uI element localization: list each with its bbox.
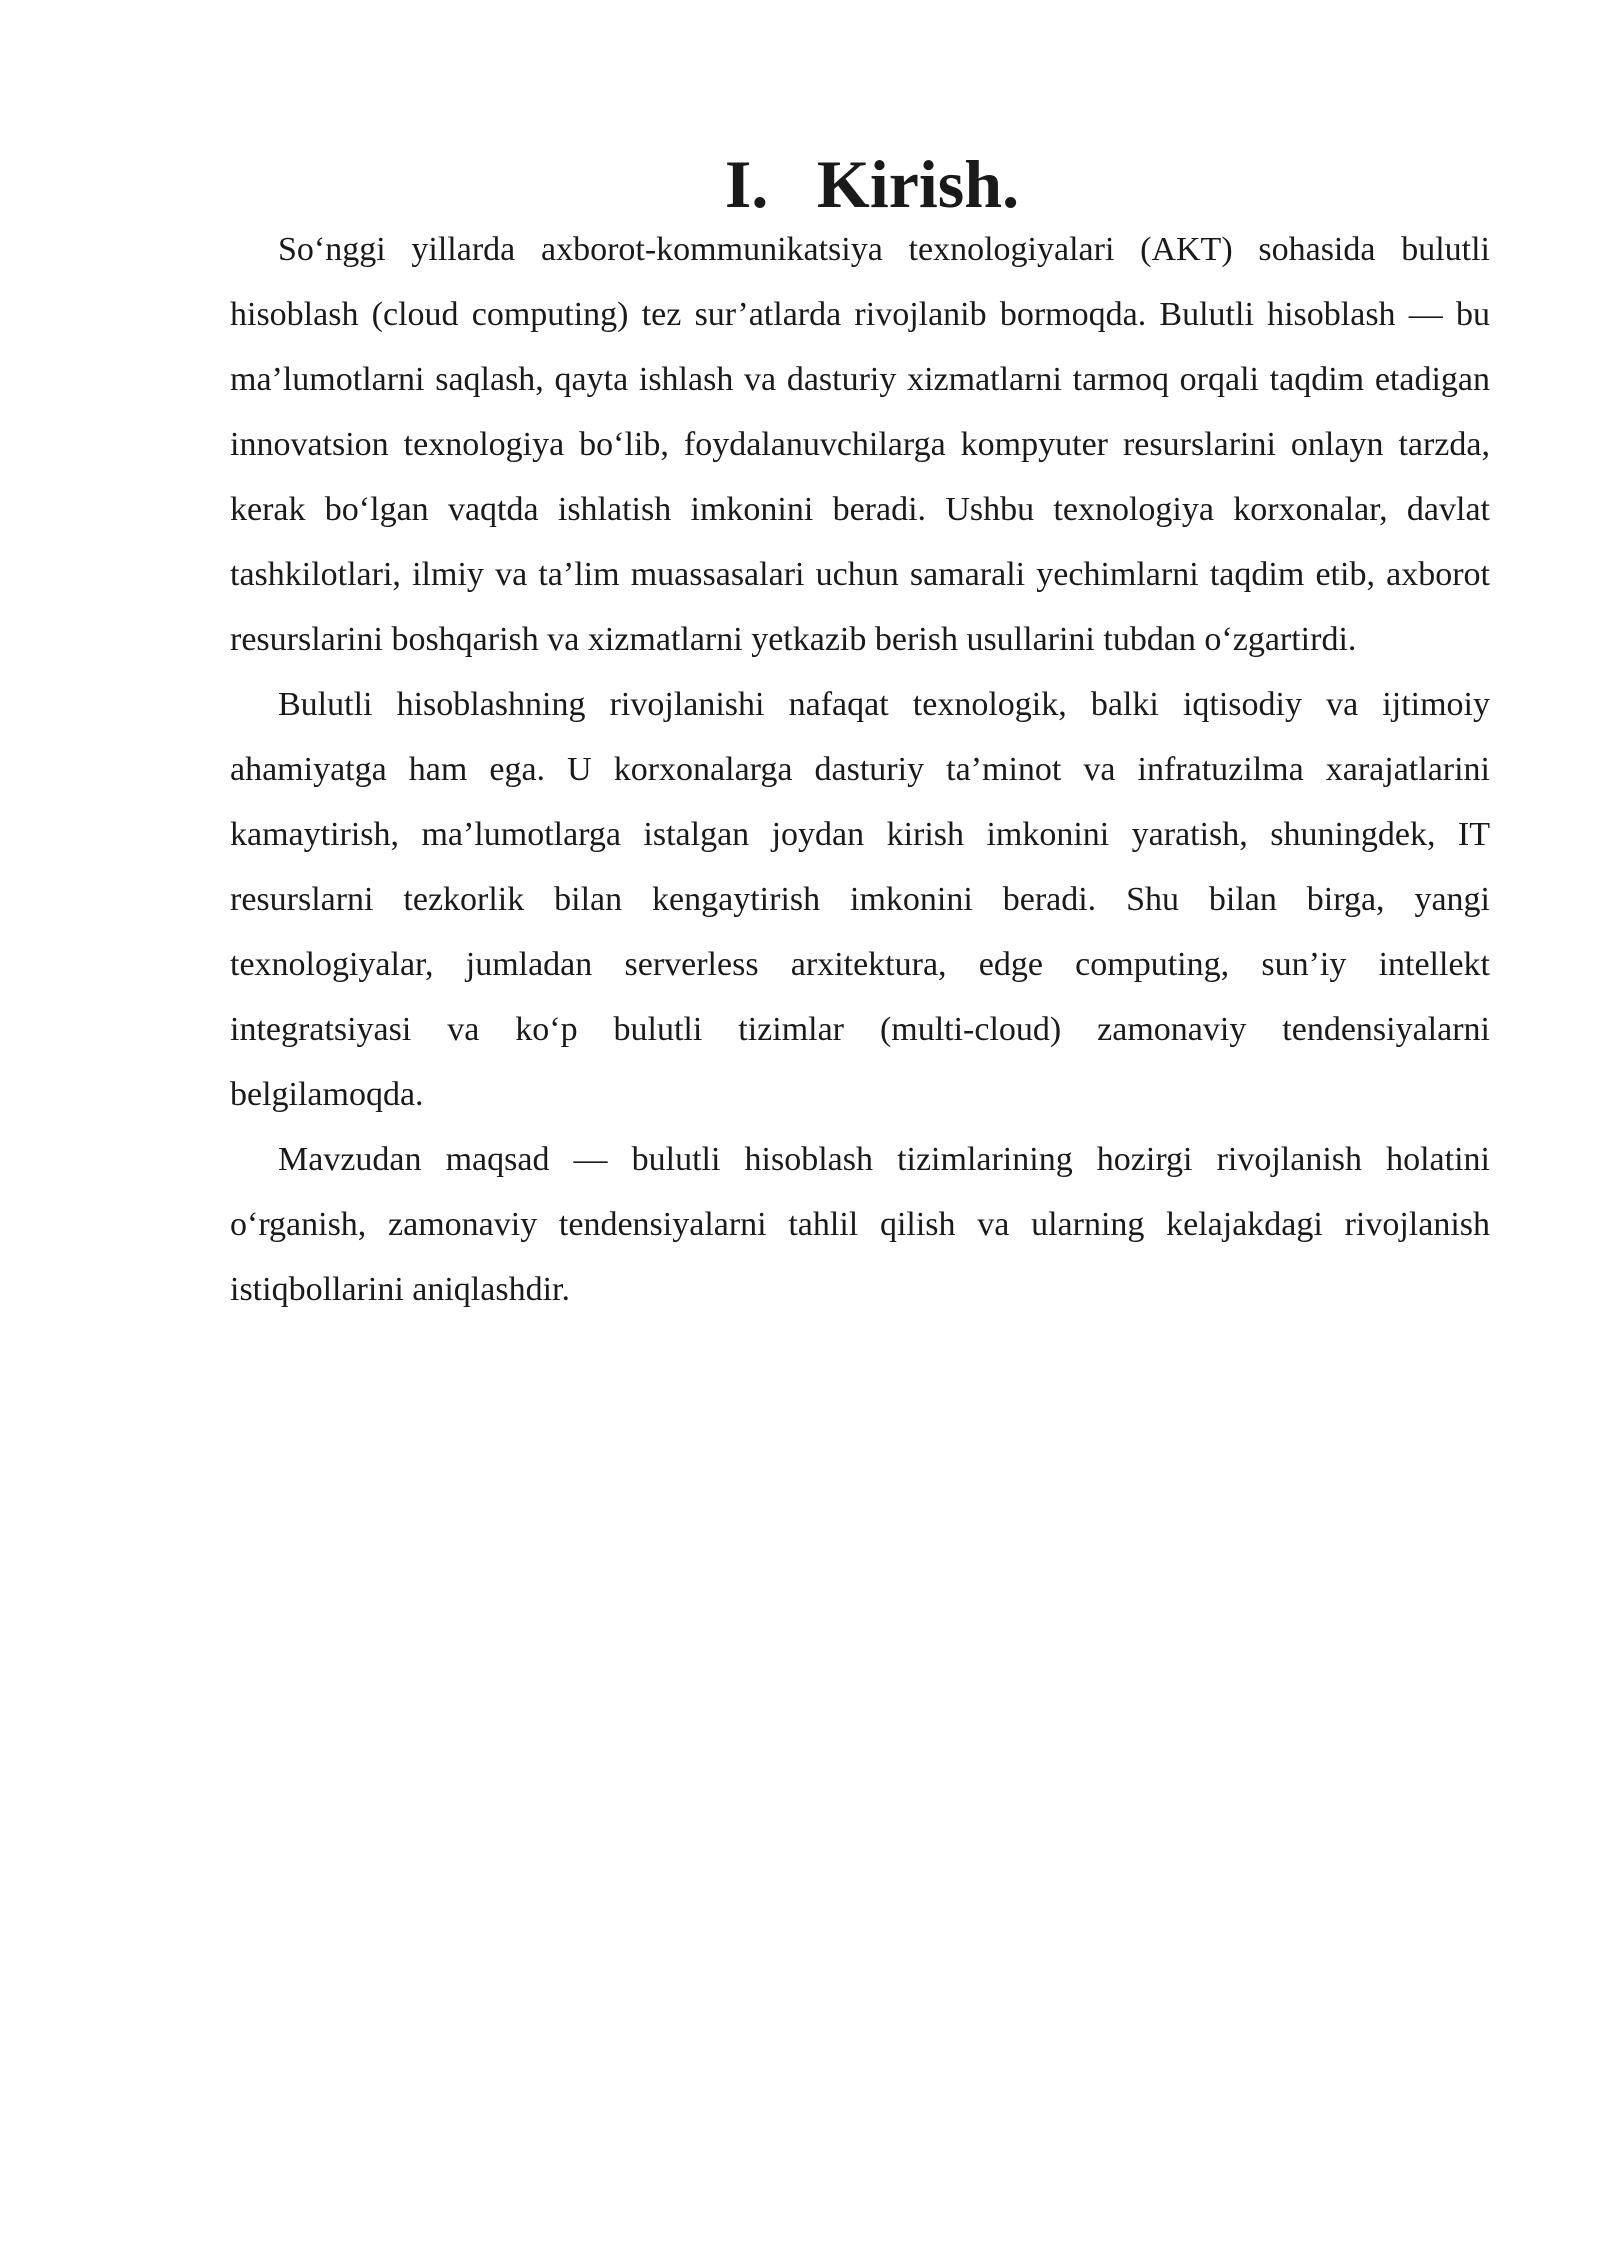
section-number: I.	[724, 146, 769, 222]
document-body	[230, 146, 1490, 1322]
paragraph-goal: Mavzudan maqsad — bulutli hisoblash tizimlarining hozirgi rivojlanish holatini o‘rganish, zamonaviy tendensiyalarni tahlil qilish va ularning kelajakdagi rivojlanish istiqbollarini aniqlashdir.	[230, 1141, 1490, 1308]
paragraph-significance: Bulutli hisoblashning rivojlanishi nafaqat texnologik, balki iqtisodiy va ijtimoiy ahamiyatga ham ega. U korxonalarga dasturiy ta’minot va infratuzilma xarajatlarini kamaytirish, ma’lumotlarga istalgan joydan kirish imkonini yaratish, shuningdek, IT resurslarni tezkorlik bilan kengaytirish imkonini beradi. Shu bilan birga, yangi texnologiyalar, jumladan serverless arxitektura, edge computing, sun’iy intellekt integratsiyasi va ko‘p bulutli tizimlar (multi-cloud) zamonaviy tendensiyalarni belgilamoqda.	[230, 686, 1490, 1113]
paragraph-intro: So‘nggi yillarda axborot-kommunikatsiya texnologiyalari (AKT) sohasida bulutli hisoblash (cloud computing) tez sur’atlarda rivojlanib bormoqda. Bulutli hisoblash — bu ma’lumotlarni saqlash, qayta ishlash va dasturiy xizmatlarni tarmoq orqali taqdim etadigan innovatsion texnologiya bo‘lib, foydalanuvchilarga kompyuter resurslarini onlayn tarzda, kerak bo‘lgan vaqtda ishlatish imkonini beradi. Ushbu texnologiya korxonalar, davlat tashkilotlari, ilmiy va ta’lim muassasalari uchun samarali yechimlarni taqdim etib, axborot resurslarini boshqarish va xizmatlarni yetkazib berish usullarini tubdan o‘zgartirdi.	[230, 231, 1490, 658]
section-heading	[230, 146, 1490, 222]
section-title: Kirish.	[816, 146, 1020, 222]
